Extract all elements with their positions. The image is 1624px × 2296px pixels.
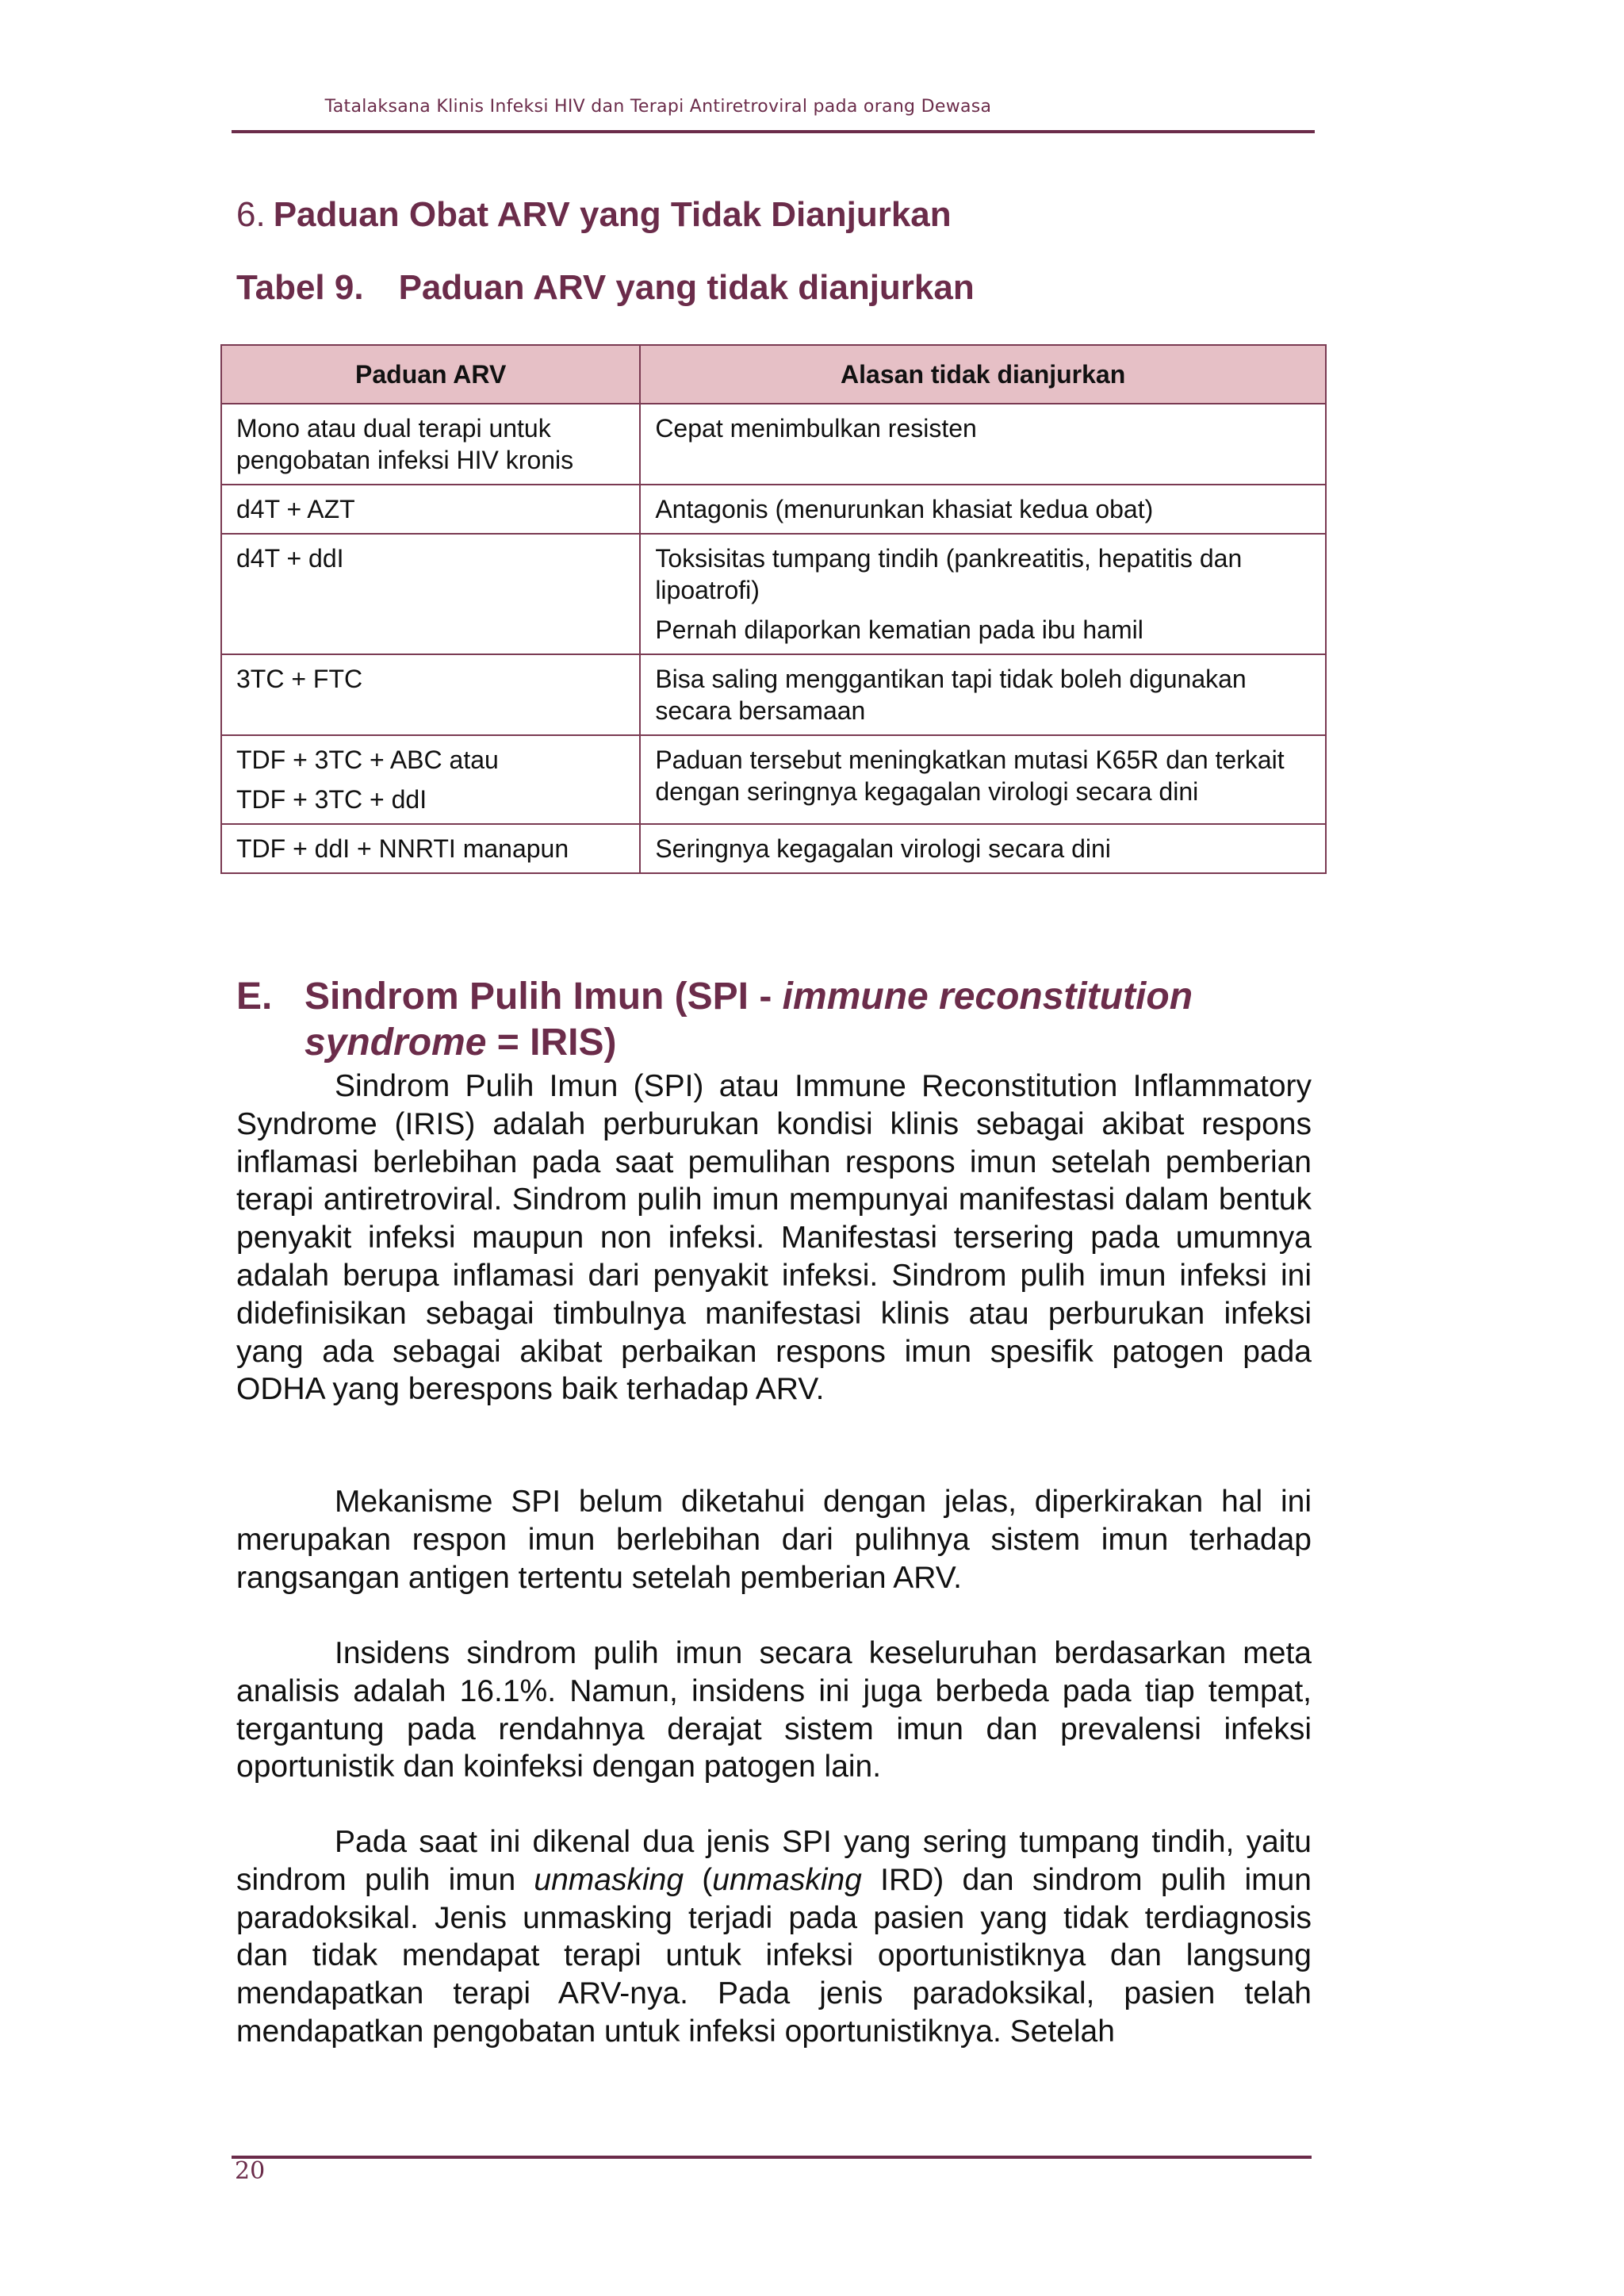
reason-text: Cepat menimbulkan resisten (655, 414, 977, 443)
paragraph-italic: unmasking (534, 1862, 684, 1897)
paragraph-text: ( (684, 1862, 713, 1897)
reason-text: Toksisitas tumpang tindih (pankreatitis, hepatitis dan lipoatrofi) (655, 544, 1243, 604)
regimen-text: 3TC + FTC (236, 665, 363, 693)
reason-text: Bisa saling menggantikan tapi tidak boleh digunakan secara bersamaan (655, 665, 1247, 725)
reason-cell (640, 485, 1326, 534)
running-header: Tatalaksana Klinis Infeksi HIV dan Terapi Antiretroviral pada orang Dewasa (324, 97, 992, 117)
reason-text: Pernah dilaporkan kematian pada ibu hamil (655, 615, 1143, 644)
section-e-letter: E. (236, 975, 273, 1018)
reason-text: Antagonis (menurunkan khasiat kedua obat) (655, 495, 1154, 523)
regimen-text: TDF + ddI + NNRTI manapun (236, 834, 569, 863)
table-row (221, 404, 1326, 485)
regimen-cell (221, 534, 640, 654)
reason-text: Paduan tersebut meningkatkan mutasi K65R dan terkait dengan seringnya kegagalan virologi secara dini (655, 746, 1285, 806)
section-e-heading (236, 974, 1331, 1066)
reason-text: Seringnya kegagalan virologi secara dini (655, 834, 1111, 863)
regimen-text: Mono atau dual terapi untuk pengobatan infeksi HIV kronis (236, 414, 574, 474)
regimen-text: TDF + 3TC + ddI (236, 785, 427, 814)
paragraph-spi-mechanism: Mekanisme SPI belum diketahui dengan jelas, diperkirakan hal ini merupakan respon imun berlebihan dari pulihnya sistem imun terhadap rangsangan antigen tertentu setelah pemberian ARV. (236, 1485, 1312, 1595)
header-rule (232, 130, 1315, 133)
section-e-title-part: = IRIS) (486, 1021, 617, 1064)
reason-cell (640, 735, 1326, 824)
section-heading (236, 195, 952, 235)
table-row (221, 735, 1326, 824)
table-row (221, 654, 1326, 735)
paragraph-spi-types (236, 1823, 1312, 2051)
paragraph-spi-definition: Sindrom Pulih Imun (SPI) atau Immune Reconstitution Inflammatory Syndrome (IRIS) adalah perburukan kondisi klinis sebagai akibat respons inflamasi berlebihan pada saat pemulihan respons imun setelah pemberian terapi antiretroviral. Sindrom pulih imun mempunyai manifestasi dalam bentuk penyakit infeksi maupun non infeksi. Manifestasi tersering pada umumnya adalah berupa inflamasi dari penyakit infeksi. Sindrom pulih imun infeksi ini didefinisikan sebagai timbulnya manifestasi klinis atau perburukan infeksi yang ada sebagai akibat perbaikan respons imun spesifik patogen pada ODHA yang berespons baik terhadap ARV. (236, 1069, 1312, 1407)
footer-rule (232, 2156, 1312, 2159)
section-title: Paduan Obat ARV yang Tidak Dianjurkan (273, 195, 952, 234)
table-row (221, 534, 1326, 654)
section-e-title (304, 974, 1331, 1066)
paragraph-text: IRD) dan sindrom pulih imun paradoksikal. Jenis unmasking terjadi pada pasien yang tidak terdiagnosis dan tidak mendapat terapi untuk infeksi oportunistiknya dan langsung mendapatkan terapi ARV-nya. Pada jenis paradoksikal, pasien telah mendapatkan pengobatan untuk infeksi oportunistiknya. Setelah (236, 1862, 1312, 2049)
page-number: 20 (235, 2157, 266, 2185)
regimen-text: TDF + 3TC + ABC atau (236, 746, 499, 774)
column-header-regimen: Paduan ARV (221, 345, 640, 404)
reason-cell (640, 534, 1326, 654)
regimen-text: d4T + ddI (236, 544, 344, 573)
table-header-row (221, 345, 1326, 404)
paragraph-italic: unmasking (712, 1862, 862, 1897)
table-caption-label: Tabel 9. (236, 268, 364, 307)
table-caption (236, 268, 975, 308)
column-header-reason: Alasan tidak dianjurkan (640, 345, 1326, 404)
regimen-cell (221, 485, 640, 534)
paragraph-text: Pada saat ini dikenal dua jenis SPI yang sering tumpang tindih, yaitu sindrom pulih imun (236, 1825, 1312, 1897)
regimen-cell (221, 404, 640, 485)
arv-regimen-table (220, 344, 1327, 874)
paragraph-spi-incidence: Insidens sindrom pulih imun secara keseluruhan berdasarkan meta analisis adalah 16.1%. Namun, insidens ini juga berbeda pada tiap tempat, tergantung pada rendahnya derajat sistem imun dan prevalensi infeksi oportunistik dan koinfeksi dengan patogen lain. (236, 1636, 1312, 1784)
section-e-title-italic: immune reconstitution syndrome (304, 975, 1193, 1064)
table-caption-title: Paduan ARV yang tidak dianjurkan (398, 268, 975, 307)
regimen-cell (221, 654, 640, 735)
reason-cell (640, 404, 1326, 485)
regimen-text: d4T + AZT (236, 495, 355, 523)
reason-cell (640, 654, 1326, 735)
section-number: 6. (236, 195, 266, 234)
section-e-title-part: Sindrom Pulih Imun (SPI - (304, 975, 783, 1018)
reason-cell (640, 824, 1326, 873)
regimen-cell (221, 824, 640, 873)
table-row (221, 824, 1326, 873)
table-row (221, 485, 1326, 534)
regimen-cell (221, 735, 640, 824)
